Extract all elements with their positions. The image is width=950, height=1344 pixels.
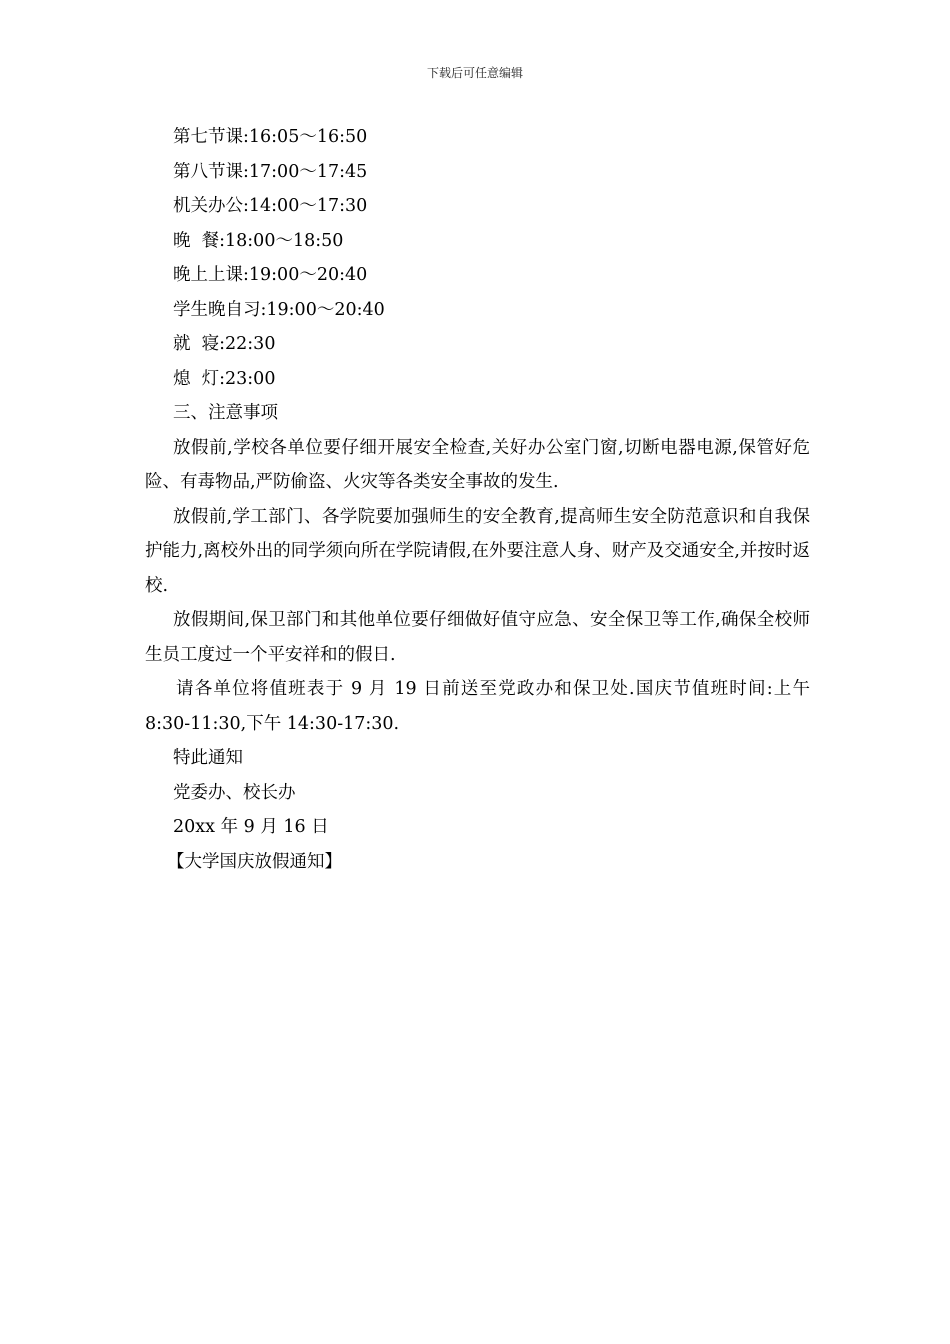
schedule-line: 晚上上课:19:00～20:40 — [173, 265, 368, 285]
issuer: 党委办、校长办 — [173, 782, 296, 803]
schedule-line: 就 寝:22:30 — [173, 334, 276, 354]
schedule-line: 学生晚自习:19:00～20:40 — [173, 299, 385, 320]
document-title-tag: 【大学国庆放假通知】 — [167, 851, 342, 872]
document-body — [145, 120, 810, 879]
issue-date: 20xx 年 9 月 16 日 — [173, 817, 329, 837]
notice-paragraph: 放假前,学校各单位要仔细开展安全检查,关好办公室门窗,切断电器电源,保管好危险、有毒物品,严防偷盗、火灾等各类安全事故的发生. — [145, 437, 810, 492]
schedule-line: 熄 灯:23:00 — [173, 368, 276, 389]
closing-notice: 特此通知 — [173, 748, 243, 768]
schedule-line: 机关办公:14:00～17:30 — [173, 196, 368, 216]
notice-paragraph: 放假前,学工部门、各学院要加强师生的安全教育,提高师生安全防范意识和自我保护能力,离校外出的同学须向所在学院请假,在外要注意人身、财产及交通安全,并按时返校. — [145, 506, 810, 596]
page-header-note: 下载后可任意编辑 — [426, 66, 523, 80]
schedule-line: 第七节课:16:05～16:50 — [173, 127, 368, 147]
section-heading: 三、注意事项 — [173, 403, 278, 423]
notice-paragraph: 放假期间,保卫部门和其他单位要仔细做好值守应急、安全保卫等工作,确保全校师生员工度过一个平安祥和的假日. — [145, 610, 810, 665]
schedule-line: 第八节课:17:00～17:45 — [173, 161, 368, 182]
schedule-line: 晚 餐:18:00～18:50 — [173, 230, 344, 251]
notice-paragraph: 请各单位将值班表于 9 月 19 日前送至党政办和保卫处.国庆节值班时间:上午 8:30-11:30,下午 14:30-17:30. — [145, 679, 810, 734]
